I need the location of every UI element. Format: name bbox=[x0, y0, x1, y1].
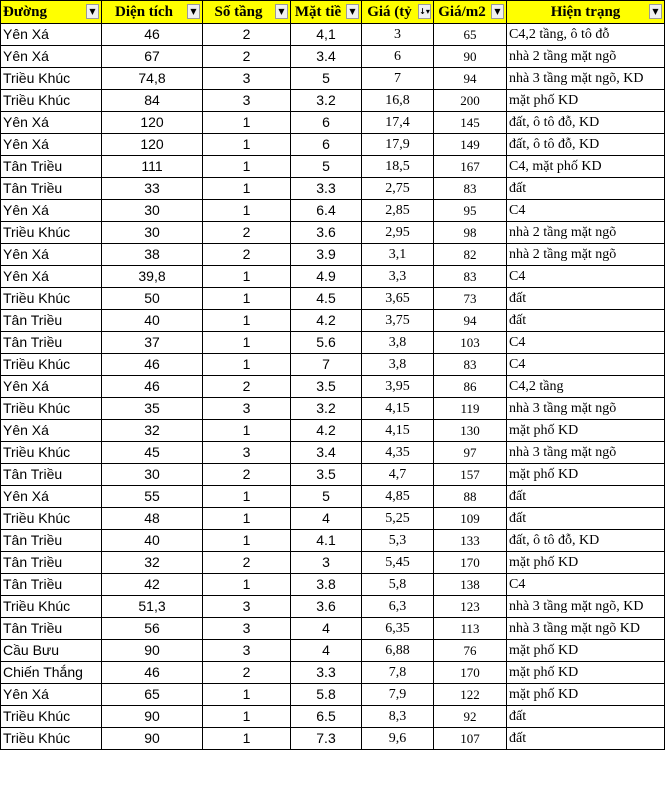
price-cell[interactable]: 6 bbox=[362, 46, 434, 68]
price-per-m2-cell[interactable]: 145 bbox=[434, 112, 507, 134]
status-cell[interactable]: đất bbox=[507, 310, 665, 332]
status-cell[interactable]: đất bbox=[507, 178, 665, 200]
dropdown-arrow-icon[interactable]: ▼ bbox=[187, 4, 200, 19]
area-cell[interactable]: 56 bbox=[102, 618, 203, 640]
status-cell[interactable]: C4 bbox=[507, 200, 665, 222]
table-row bbox=[1, 530, 665, 552]
status-cell[interactable]: C4 bbox=[507, 266, 665, 288]
street-cell[interactable]: Yên Xá bbox=[1, 684, 102, 706]
price-cell[interactable]: 4,15 bbox=[362, 398, 434, 420]
street-cell[interactable]: Yên Xá bbox=[1, 244, 102, 266]
table-row bbox=[1, 90, 665, 112]
area-cell[interactable]: 46 bbox=[102, 662, 203, 684]
table-row bbox=[1, 112, 665, 134]
table-row bbox=[1, 376, 665, 398]
status-cell[interactable]: đất bbox=[507, 486, 665, 508]
status-cell[interactable]: nhà 3 tầng mặt ngõ bbox=[507, 398, 665, 420]
area-cell[interactable]: 120 bbox=[102, 112, 203, 134]
floors-cell[interactable]: 1 bbox=[203, 112, 291, 134]
floors-cell[interactable]: 2 bbox=[203, 464, 291, 486]
area-cell[interactable]: 84 bbox=[102, 90, 203, 112]
status-cell[interactable]: mặt phố KD bbox=[507, 420, 665, 442]
price-cell[interactable]: 3,75 bbox=[362, 310, 434, 332]
price-cell[interactable]: 18,5 bbox=[362, 156, 434, 178]
price-cell[interactable]: 6,35 bbox=[362, 618, 434, 640]
table-row bbox=[1, 508, 665, 530]
floors-cell[interactable]: 1 bbox=[203, 728, 291, 750]
area-cell[interactable]: 37 bbox=[102, 332, 203, 354]
area-cell[interactable]: 74,8 bbox=[102, 68, 203, 90]
area-cell[interactable]: 38 bbox=[102, 244, 203, 266]
area-cell[interactable]: 67 bbox=[102, 46, 203, 68]
frontage-cell[interactable]: 6 bbox=[291, 134, 362, 156]
price-cell[interactable]: 3,8 bbox=[362, 354, 434, 376]
price-cell[interactable]: 3,1 bbox=[362, 244, 434, 266]
area-cell[interactable]: 46 bbox=[102, 24, 203, 46]
frontage-cell[interactable]: 3.9 bbox=[291, 244, 362, 266]
area-cell[interactable]: 120 bbox=[102, 134, 203, 156]
status-cell[interactable]: C4, mặt phố KD bbox=[507, 156, 665, 178]
status-cell[interactable]: nhà 3 tầng mặt ngõ KD bbox=[507, 618, 665, 640]
floors-cell[interactable]: 3 bbox=[203, 640, 291, 662]
street-cell[interactable]: Tân Triều bbox=[1, 552, 102, 574]
status-cell[interactable]: đất, ô tô đỗ, KD bbox=[507, 112, 665, 134]
price-per-m2-cell[interactable]: 83 bbox=[434, 178, 507, 200]
street-cell[interactable]: Triều Khúc bbox=[1, 288, 102, 310]
price-per-m2-cell[interactable]: 73 bbox=[434, 288, 507, 310]
street-cell[interactable]: Yên Xá bbox=[1, 134, 102, 156]
street-cell[interactable]: Triều Khúc bbox=[1, 728, 102, 750]
frontage-cell[interactable]: 4 bbox=[291, 618, 362, 640]
price-per-m2-cell[interactable]: 200 bbox=[434, 90, 507, 112]
area-cell[interactable]: 30 bbox=[102, 200, 203, 222]
street-cell[interactable]: Triều Khúc bbox=[1, 596, 102, 618]
status-cell[interactable]: đất bbox=[507, 508, 665, 530]
frontage-cell[interactable]: 3.6 bbox=[291, 596, 362, 618]
sort-ascending-filter-icon[interactable]: ↓▾ bbox=[418, 4, 431, 19]
street-cell[interactable]: Tân Triều bbox=[1, 464, 102, 486]
floors-cell[interactable]: 1 bbox=[203, 508, 291, 530]
floors-cell[interactable]: 3 bbox=[203, 442, 291, 464]
street-cell[interactable]: Yên Xá bbox=[1, 112, 102, 134]
price-cell[interactable]: 4,35 bbox=[362, 442, 434, 464]
area-cell[interactable]: 40 bbox=[102, 310, 203, 332]
street-cell[interactable]: Triều Khúc bbox=[1, 442, 102, 464]
frontage-cell[interactable]: 3.2 bbox=[291, 398, 362, 420]
street-cell[interactable]: Yên Xá bbox=[1, 24, 102, 46]
area-cell[interactable]: 45 bbox=[102, 442, 203, 464]
price-per-m2-cell[interactable]: 90 bbox=[434, 46, 507, 68]
street-cell[interactable]: Triều Khúc bbox=[1, 68, 102, 90]
table-row bbox=[1, 574, 665, 596]
street-cell[interactable]: Tân Triều bbox=[1, 332, 102, 354]
area-cell[interactable]: 65 bbox=[102, 684, 203, 706]
street-cell[interactable]: Tân Triều bbox=[1, 178, 102, 200]
status-cell[interactable]: mặt phố KD bbox=[507, 662, 665, 684]
price-cell[interactable]: 17,9 bbox=[362, 134, 434, 156]
frontage-cell[interactable]: 4.1 bbox=[291, 530, 362, 552]
frontage-cell[interactable]: 5 bbox=[291, 486, 362, 508]
floors-cell[interactable]: 2 bbox=[203, 222, 291, 244]
area-cell[interactable]: 39,8 bbox=[102, 266, 203, 288]
price-per-m2-cell[interactable]: 157 bbox=[434, 464, 507, 486]
street-cell[interactable]: Yên Xá bbox=[1, 200, 102, 222]
floors-cell[interactable]: 1 bbox=[203, 266, 291, 288]
floors-cell[interactable]: 1 bbox=[203, 574, 291, 596]
table-row bbox=[1, 200, 665, 222]
price-cell[interactable]: 2,75 bbox=[362, 178, 434, 200]
price-cell[interactable]: 6,3 bbox=[362, 596, 434, 618]
status-cell[interactable]: C4 bbox=[507, 354, 665, 376]
price-per-m2-cell[interactable]: 113 bbox=[434, 618, 507, 640]
area-cell[interactable]: 111 bbox=[102, 156, 203, 178]
header-label: Hiện trạng bbox=[550, 3, 621, 20]
dropdown-arrow-icon[interactable]: ▼ bbox=[346, 4, 359, 19]
price-cell[interactable]: 5,25 bbox=[362, 508, 434, 530]
frontage-cell[interactable]: 4.9 bbox=[291, 266, 362, 288]
area-cell[interactable]: 35 bbox=[102, 398, 203, 420]
dropdown-arrow-icon[interactable]: ▼ bbox=[275, 4, 288, 19]
price-cell[interactable]: 5,8 bbox=[362, 574, 434, 596]
header-label: Mặt tiề bbox=[294, 3, 342, 20]
frontage-cell[interactable]: 3.2 bbox=[291, 90, 362, 112]
status-cell[interactable]: mặt phố KD bbox=[507, 464, 665, 486]
price-cell[interactable]: 3,95 bbox=[362, 376, 434, 398]
table-row bbox=[1, 178, 665, 200]
street-cell[interactable]: Tân Triều bbox=[1, 310, 102, 332]
table-row bbox=[1, 596, 665, 618]
table-row bbox=[1, 552, 665, 574]
header-frontage[interactable] bbox=[291, 1, 362, 24]
price-per-m2-cell[interactable]: 167 bbox=[434, 156, 507, 178]
frontage-cell[interactable]: 5.6 bbox=[291, 332, 362, 354]
table-row bbox=[1, 464, 665, 486]
street-cell[interactable]: Triều Khúc bbox=[1, 222, 102, 244]
frontage-cell[interactable]: 5 bbox=[291, 68, 362, 90]
header-label: Số tầng bbox=[214, 3, 263, 20]
price-per-m2-cell[interactable]: 122 bbox=[434, 684, 507, 706]
price-per-m2-cell[interactable]: 76 bbox=[434, 640, 507, 662]
area-cell[interactable]: 51,3 bbox=[102, 596, 203, 618]
floors-cell[interactable]: 2 bbox=[203, 662, 291, 684]
area-cell[interactable]: 55 bbox=[102, 486, 203, 508]
table-row bbox=[1, 68, 665, 90]
status-cell[interactable]: C4 bbox=[507, 574, 665, 596]
price-per-m2-cell[interactable]: 83 bbox=[434, 266, 507, 288]
price-cell[interactable]: 3 bbox=[362, 24, 434, 46]
floors-cell[interactable]: 3 bbox=[203, 596, 291, 618]
table-row bbox=[1, 398, 665, 420]
area-cell[interactable]: 50 bbox=[102, 288, 203, 310]
table-row bbox=[1, 156, 665, 178]
floors-cell[interactable]: 1 bbox=[203, 310, 291, 332]
table-row bbox=[1, 24, 665, 46]
price-cell[interactable]: 7,8 bbox=[362, 662, 434, 684]
table-row bbox=[1, 222, 665, 244]
price-per-m2-cell[interactable]: 123 bbox=[434, 596, 507, 618]
status-cell[interactable]: mặt phố KD bbox=[507, 552, 665, 574]
floors-cell[interactable]: 1 bbox=[203, 354, 291, 376]
floors-cell[interactable]: 3 bbox=[203, 68, 291, 90]
status-cell[interactable]: đất bbox=[507, 706, 665, 728]
price-per-m2-cell[interactable]: 83 bbox=[434, 354, 507, 376]
status-cell[interactable]: đất bbox=[507, 728, 665, 750]
area-cell[interactable]: 30 bbox=[102, 464, 203, 486]
area-cell[interactable]: 90 bbox=[102, 706, 203, 728]
price-cell[interactable]: 9,6 bbox=[362, 728, 434, 750]
status-cell[interactable]: nhà 2 tầng mặt ngõ bbox=[507, 222, 665, 244]
frontage-cell[interactable]: 5 bbox=[291, 156, 362, 178]
price-cell[interactable]: 4,7 bbox=[362, 464, 434, 486]
street-cell[interactable]: Triều Khúc bbox=[1, 508, 102, 530]
price-per-m2-cell[interactable]: 86 bbox=[434, 376, 507, 398]
price-per-m2-cell[interactable]: 103 bbox=[434, 332, 507, 354]
frontage-cell[interactable]: 4 bbox=[291, 508, 362, 530]
frontage-cell[interactable]: 5.8 bbox=[291, 684, 362, 706]
floors-cell[interactable]: 2 bbox=[203, 244, 291, 266]
frontage-cell[interactable]: 3.5 bbox=[291, 464, 362, 486]
frontage-cell[interactable]: 6.4 bbox=[291, 200, 362, 222]
price-per-m2-cell[interactable]: 94 bbox=[434, 68, 507, 90]
floors-cell[interactable]: 1 bbox=[203, 706, 291, 728]
frontage-cell[interactable]: 3.6 bbox=[291, 222, 362, 244]
price-per-m2-cell[interactable]: 82 bbox=[434, 244, 507, 266]
price-per-m2-cell[interactable]: 94 bbox=[434, 310, 507, 332]
floors-cell[interactable]: 1 bbox=[203, 156, 291, 178]
frontage-cell[interactable]: 3 bbox=[291, 552, 362, 574]
price-cell[interactable]: 6,88 bbox=[362, 640, 434, 662]
dropdown-arrow-icon[interactable]: ▼ bbox=[86, 4, 99, 19]
floors-cell[interactable]: 1 bbox=[203, 530, 291, 552]
price-per-m2-cell[interactable]: 170 bbox=[434, 662, 507, 684]
frontage-cell[interactable]: 4.2 bbox=[291, 310, 362, 332]
status-cell[interactable]: nhà 3 tầng mặt ngõ, KD bbox=[507, 68, 665, 90]
frontage-cell[interactable]: 3.4 bbox=[291, 46, 362, 68]
table-row bbox=[1, 134, 665, 156]
price-per-m2-cell[interactable]: 88 bbox=[434, 486, 507, 508]
status-cell[interactable]: mặt phố KD bbox=[507, 90, 665, 112]
floors-cell[interactable]: 1 bbox=[203, 200, 291, 222]
status-cell[interactable]: đất, ô tô đỗ, KD bbox=[507, 134, 665, 156]
price-per-m2-cell[interactable]: 138 bbox=[434, 574, 507, 596]
area-cell[interactable]: 90 bbox=[102, 640, 203, 662]
frontage-cell[interactable]: 7.3 bbox=[291, 728, 362, 750]
street-cell[interactable]: Tân Triều bbox=[1, 530, 102, 552]
price-cell[interactable]: 17,4 bbox=[362, 112, 434, 134]
frontage-cell[interactable]: 7 bbox=[291, 354, 362, 376]
price-per-m2-cell[interactable]: 119 bbox=[434, 398, 507, 420]
frontage-cell[interactable]: 4 bbox=[291, 640, 362, 662]
area-cell[interactable]: 33 bbox=[102, 178, 203, 200]
floors-cell[interactable]: 3 bbox=[203, 90, 291, 112]
floors-cell[interactable]: 1 bbox=[203, 178, 291, 200]
header-label: Đường bbox=[3, 3, 47, 20]
status-cell[interactable]: nhà 3 tầng mặt ngõ, KD bbox=[507, 596, 665, 618]
dropdown-arrow-icon[interactable]: ▼ bbox=[491, 4, 504, 19]
table-row bbox=[1, 684, 665, 706]
price-per-m2-cell[interactable]: 170 bbox=[434, 552, 507, 574]
frontage-cell[interactable]: 6.5 bbox=[291, 706, 362, 728]
floors-cell[interactable]: 1 bbox=[203, 420, 291, 442]
area-cell[interactable]: 46 bbox=[102, 376, 203, 398]
price-per-m2-cell[interactable]: 98 bbox=[434, 222, 507, 244]
header-area[interactable] bbox=[102, 1, 203, 24]
table-row bbox=[1, 288, 665, 310]
floors-cell[interactable]: 3 bbox=[203, 398, 291, 420]
price-per-m2-cell[interactable]: 95 bbox=[434, 200, 507, 222]
status-cell[interactable]: nhà 2 tầng mặt ngõ bbox=[507, 46, 665, 68]
frontage-cell[interactable]: 3.3 bbox=[291, 178, 362, 200]
floors-cell[interactable]: 2 bbox=[203, 46, 291, 68]
street-cell[interactable]: Cầu Bưu bbox=[1, 640, 102, 662]
table-row bbox=[1, 46, 665, 68]
area-cell[interactable]: 42 bbox=[102, 574, 203, 596]
header-street[interactable] bbox=[1, 1, 102, 24]
status-cell[interactable]: C4 bbox=[507, 332, 665, 354]
table-row bbox=[1, 332, 665, 354]
table-row bbox=[1, 244, 665, 266]
price-cell[interactable]: 4,15 bbox=[362, 420, 434, 442]
street-cell[interactable]: Tân Triều bbox=[1, 156, 102, 178]
table-row bbox=[1, 420, 665, 442]
street-cell[interactable]: Triều Khúc bbox=[1, 706, 102, 728]
header-label: Diện tích bbox=[115, 3, 173, 20]
floors-cell[interactable]: 2 bbox=[203, 376, 291, 398]
header-row bbox=[1, 1, 665, 24]
price-cell[interactable]: 5,3 bbox=[362, 530, 434, 552]
area-cell[interactable]: 40 bbox=[102, 530, 203, 552]
frontage-cell[interactable]: 3.3 bbox=[291, 662, 362, 684]
floors-cell[interactable]: 1 bbox=[203, 486, 291, 508]
price-per-m2-cell[interactable]: 107 bbox=[434, 728, 507, 750]
street-cell[interactable]: Yên Xá bbox=[1, 266, 102, 288]
status-cell[interactable]: mặt phố KD bbox=[507, 684, 665, 706]
price-per-m2-cell[interactable]: 97 bbox=[434, 442, 507, 464]
price-per-m2-cell[interactable]: 130 bbox=[434, 420, 507, 442]
area-cell[interactable]: 46 bbox=[102, 354, 203, 376]
table-row bbox=[1, 618, 665, 640]
frontage-cell[interactable]: 4,1 bbox=[291, 24, 362, 46]
table-row bbox=[1, 354, 665, 376]
floors-cell[interactable]: 1 bbox=[203, 288, 291, 310]
status-cell[interactable]: C4,2 tầng bbox=[507, 376, 665, 398]
price-cell[interactable]: 2,85 bbox=[362, 200, 434, 222]
frontage-cell[interactable]: 3.5 bbox=[291, 376, 362, 398]
header-label: Giá (tỷ bbox=[367, 3, 412, 20]
price-per-m2-cell[interactable]: 109 bbox=[434, 508, 507, 530]
street-cell[interactable]: Triều Khúc bbox=[1, 90, 102, 112]
street-cell[interactable]: Yên Xá bbox=[1, 420, 102, 442]
frontage-cell[interactable]: 4.5 bbox=[291, 288, 362, 310]
price-cell[interactable]: 3,65 bbox=[362, 288, 434, 310]
price-per-m2-cell[interactable]: 133 bbox=[434, 530, 507, 552]
street-cell[interactable]: Yên Xá bbox=[1, 46, 102, 68]
price-per-m2-cell[interactable]: 65 bbox=[434, 24, 507, 46]
header-label: Giá/m2 bbox=[438, 3, 486, 20]
table-row bbox=[1, 442, 665, 464]
dropdown-arrow-icon[interactable]: ▼ bbox=[649, 4, 662, 19]
status-cell[interactable]: nhà 2 tầng mặt ngõ bbox=[507, 244, 665, 266]
street-cell[interactable]: Tân Triều bbox=[1, 574, 102, 596]
table-row bbox=[1, 310, 665, 332]
street-cell[interactable]: Yên Xá bbox=[1, 486, 102, 508]
price-cell[interactable]: 8,3 bbox=[362, 706, 434, 728]
frontage-cell[interactable]: 6 bbox=[291, 112, 362, 134]
street-cell[interactable]: Tân Triều bbox=[1, 618, 102, 640]
floors-cell[interactable]: 1 bbox=[203, 684, 291, 706]
street-cell[interactable]: Yên Xá bbox=[1, 376, 102, 398]
header-status[interactable] bbox=[507, 1, 665, 24]
price-cell[interactable]: 7 bbox=[362, 68, 434, 90]
table-row bbox=[1, 640, 665, 662]
frontage-cell[interactable]: 3.4 bbox=[291, 442, 362, 464]
price-per-m2-cell[interactable]: 92 bbox=[434, 706, 507, 728]
street-cell[interactable]: Triều Khúc bbox=[1, 354, 102, 376]
status-cell[interactable]: mặt phố KD bbox=[507, 640, 665, 662]
street-cell[interactable]: Chiến Thắng bbox=[1, 662, 102, 684]
table-row bbox=[1, 662, 665, 684]
header-price-per-m2[interactable] bbox=[434, 1, 507, 24]
price-cell[interactable]: 3,3 bbox=[362, 266, 434, 288]
floors-cell[interactable]: 2 bbox=[203, 24, 291, 46]
area-cell[interactable]: 48 bbox=[102, 508, 203, 530]
area-cell[interactable]: 90 bbox=[102, 728, 203, 750]
price-cell[interactable]: 4,85 bbox=[362, 486, 434, 508]
price-cell[interactable]: 2,95 bbox=[362, 222, 434, 244]
table-row bbox=[1, 706, 665, 728]
frontage-cell[interactable]: 3.8 bbox=[291, 574, 362, 596]
street-cell[interactable]: Triều Khúc bbox=[1, 398, 102, 420]
status-cell[interactable]: đất, ô tô đỗ, KD bbox=[507, 530, 665, 552]
table-row bbox=[1, 728, 665, 750]
price-cell[interactable]: 7,9 bbox=[362, 684, 434, 706]
price-cell[interactable]: 3,8 bbox=[362, 332, 434, 354]
floors-cell[interactable]: 3 bbox=[203, 618, 291, 640]
status-cell[interactable]: C4,2 tầng, ô tô đỗ bbox=[507, 24, 665, 46]
price-cell[interactable]: 16,8 bbox=[362, 90, 434, 112]
price-cell[interactable]: 5,45 bbox=[362, 552, 434, 574]
floors-cell[interactable]: 1 bbox=[203, 332, 291, 354]
header-floors[interactable] bbox=[203, 1, 291, 24]
area-cell[interactable]: 32 bbox=[102, 552, 203, 574]
table-row bbox=[1, 266, 665, 288]
price-per-m2-cell[interactable]: 149 bbox=[434, 134, 507, 156]
status-cell[interactable]: nhà 3 tầng mặt ngõ bbox=[507, 442, 665, 464]
floors-cell[interactable]: 2 bbox=[203, 552, 291, 574]
floors-cell[interactable]: 1 bbox=[203, 134, 291, 156]
frontage-cell[interactable]: 4.2 bbox=[291, 420, 362, 442]
area-cell[interactable]: 32 bbox=[102, 420, 203, 442]
header-price[interactable] bbox=[362, 1, 434, 24]
table-row bbox=[1, 486, 665, 508]
status-cell[interactable]: đất bbox=[507, 288, 665, 310]
area-cell[interactable]: 30 bbox=[102, 222, 203, 244]
